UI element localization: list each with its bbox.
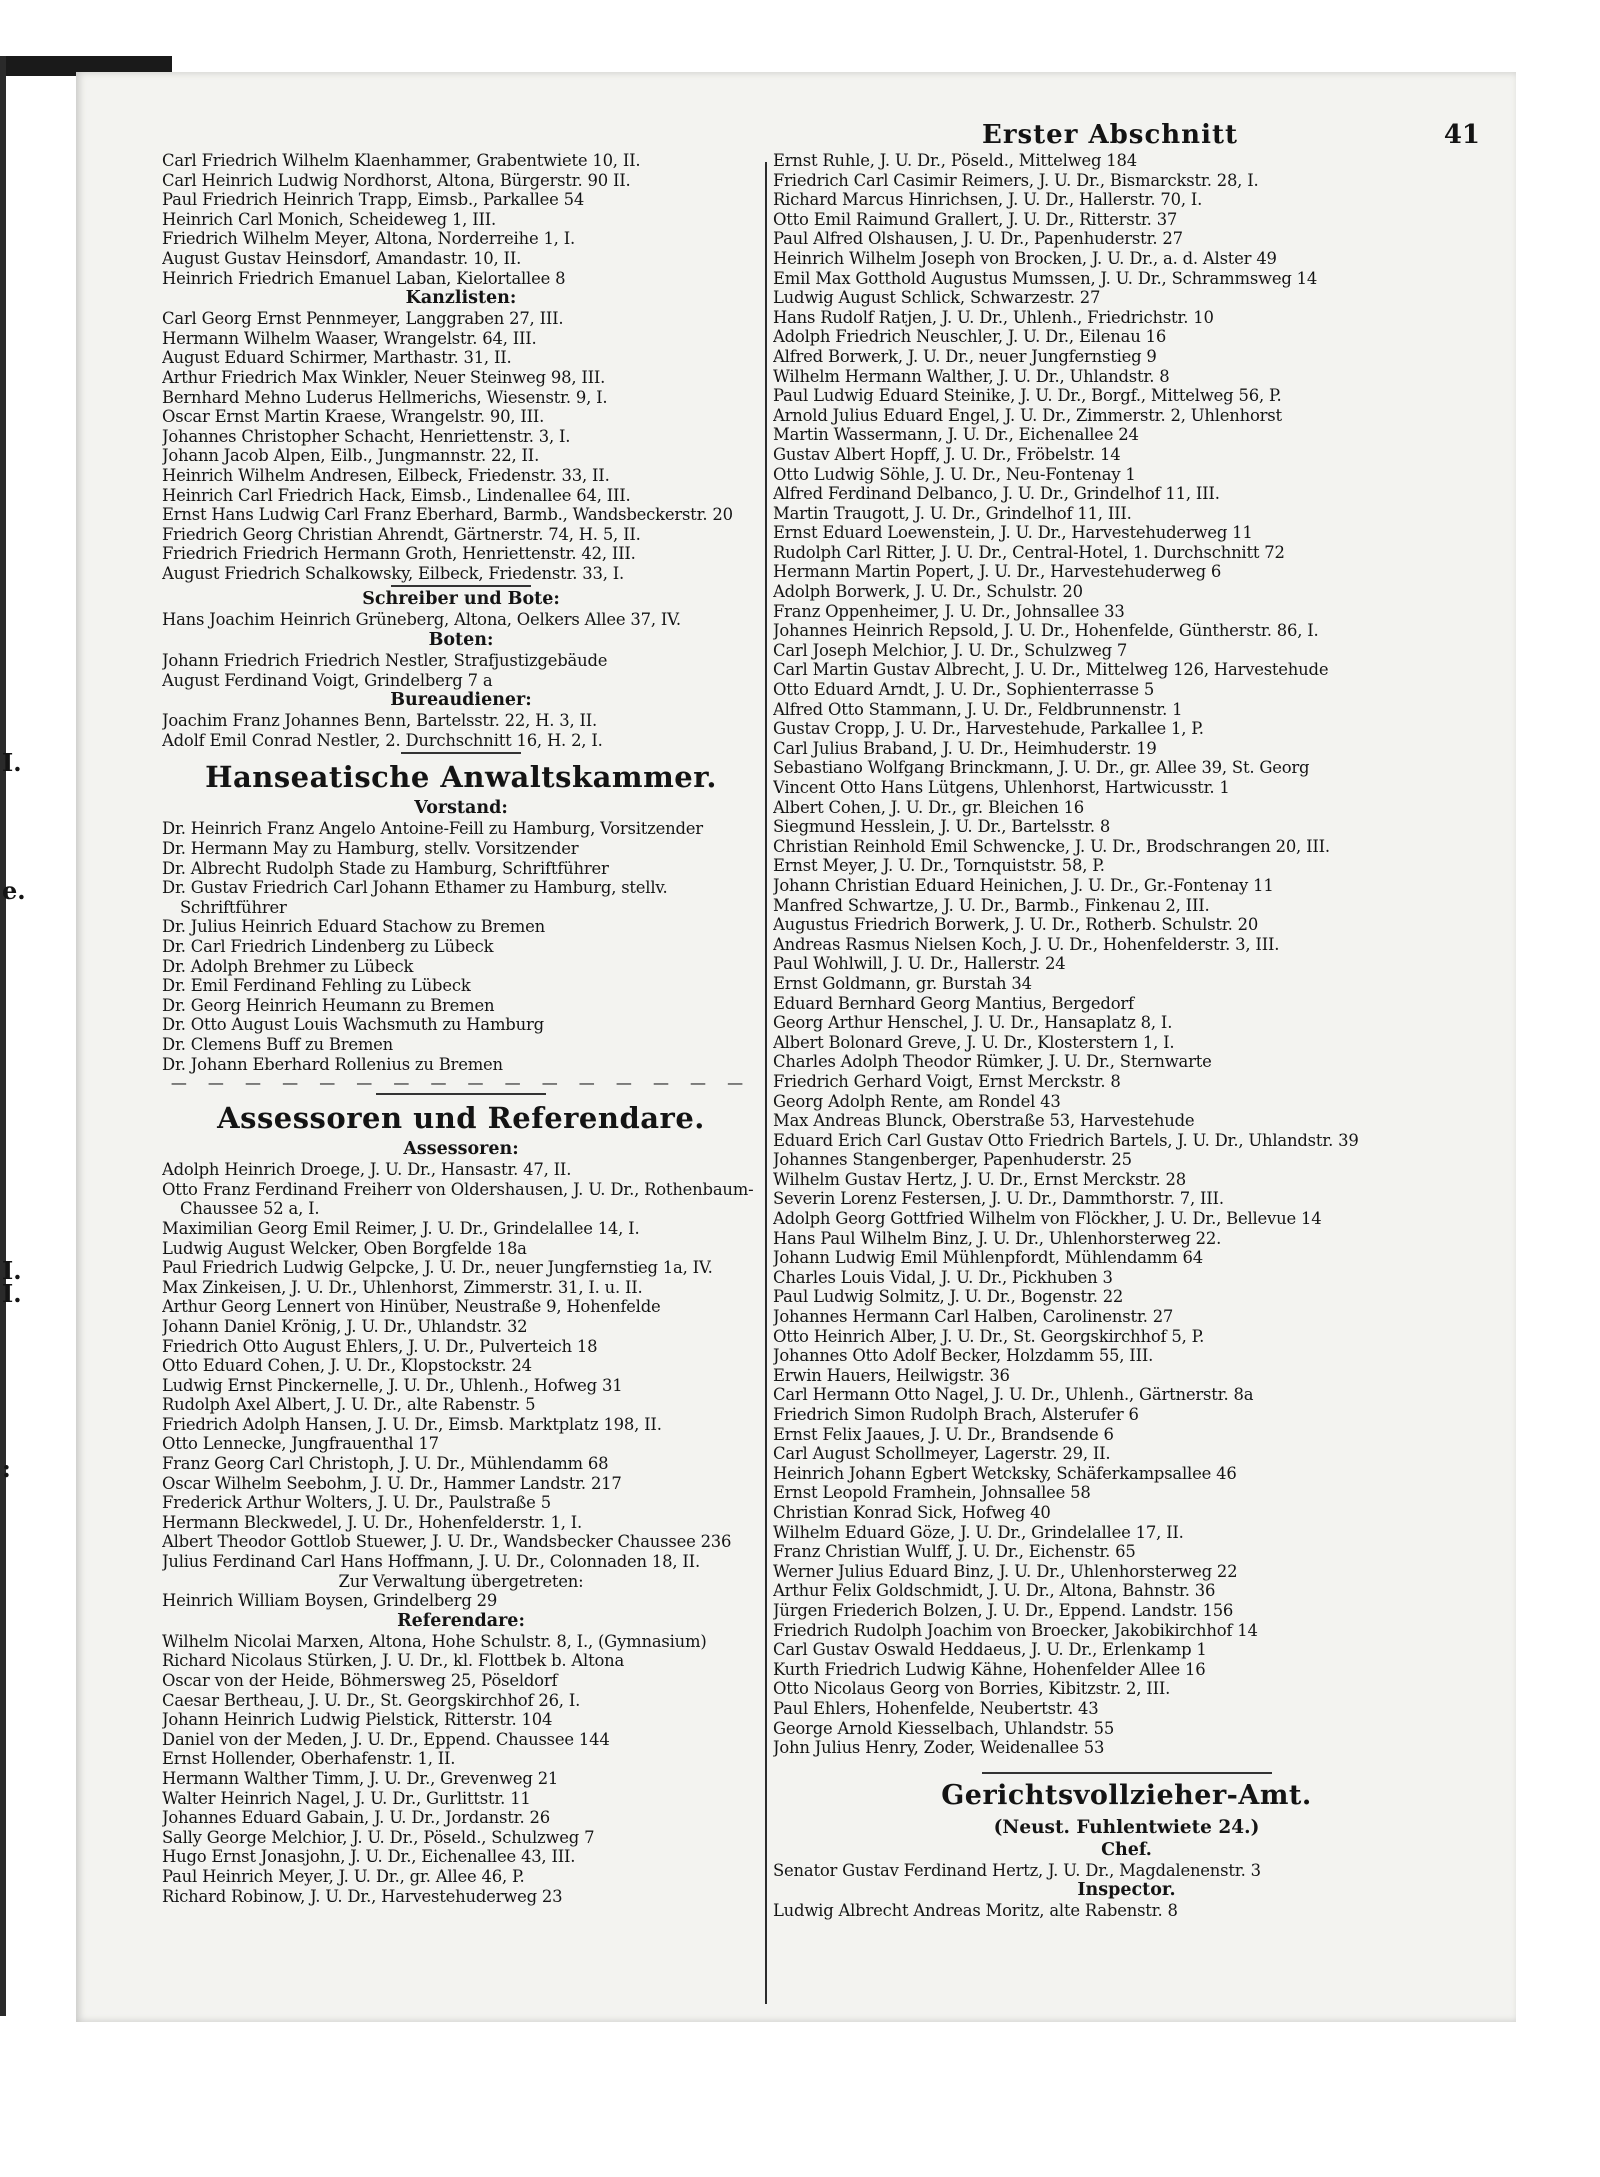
list-item: Friedrich Georg Christian Ahrendt, Gärtnerstr. 74, H. 5, II. [162, 524, 641, 544]
list-item: Paul Friedrich Ludwig Gelpcke, J. U. Dr., neuer Jungfernstieg 1a, IV. [162, 1258, 713, 1278]
list-item: Eduard Bernhard Georg Mantius, Bergedorf [773, 993, 1134, 1013]
list-item: Johann Jacob Alpen, Eilb., Jungmannstr. 22, II. [162, 446, 540, 466]
list-item: Dr. Julius Heinrich Eduard Stachow zu Bremen [162, 917, 545, 937]
list-item: Jürgen Friederich Bolzen, J. U. Dr., Eppend. Landstr. 156 [773, 1600, 1234, 1620]
list-item: Johannes Hermann Carl Halben, Carolinenstr. 27 [773, 1307, 1174, 1327]
list-item: Ernst Ruhle, J. U. Dr., Pöseld., Mittelweg 184 [773, 151, 1137, 170]
list-item: Franz Christian Wulff, J. U. Dr., Eichenstr. 65 [773, 1542, 1136, 1562]
dash-separator: — — — — — — — — — — — — — — — — [170, 1074, 752, 1092]
list-item: Albert Cohen, J. U. Dr., gr. Bleichen 16 [773, 797, 1085, 817]
list-item: Adolph Borwerk, J. U. Dr., Schulstr. 20 [773, 582, 1083, 602]
list-item: Carl Friedrich Wilhelm Klaenhammer, Grabentwiete 10, II. [162, 151, 641, 170]
section-heading-boten: Boten: [428, 630, 494, 651]
list-item: Augustus Friedrich Borwerk, J. U. Dr., Rotherb. Schulstr. 20 [773, 915, 1259, 935]
list-item: Carl Heinrich Ludwig Nordhorst, Altona, Bürgerstr. 90 II. [162, 170, 631, 190]
list-item: Paul Friedrich Heinrich Trapp, Eimsb., Parkallee 54 [162, 190, 585, 210]
list-item: Heinrich Carl Friedrich Hack, Eimsb., Lindenallee 64, III. [162, 485, 631, 505]
list-item: Senator Gustav Ferdinand Hertz, J. U. Dr., Magdalenenstr. 3 [773, 1860, 1261, 1880]
list-item: Carl Gustav Oswald Heddaeus, J. U. Dr., Erlenkamp 1 [773, 1640, 1207, 1660]
list-item: Rudolph Carl Ritter, J. U. Dr., Central-Hotel, 1. Durchschnitt 72 [773, 542, 1285, 562]
list-item: Hermann Bleckwedel, J. U. Dr., Hohenfelderstr. 1, I. [162, 1512, 582, 1532]
list-item: Wilhelm Gustav Hertz, J. U. Dr., Ernst Merckstr. 28 [773, 1169, 1187, 1189]
list-item: Charles Adolph Theodor Rümker, J. U. Dr., Sternwarte [773, 1052, 1212, 1072]
list-item: Ludwig August Welcker, Oben Borgfelde 18a [162, 1238, 527, 1258]
list-item: Carl Julius Braband, J. U. Dr., Heimhuderstr. 19 [773, 738, 1157, 758]
list-item: Heinrich Wilhelm Andresen, Eilbeck, Friedenstr. 33, II. [162, 465, 610, 485]
list-item: Max Zinkeisen, J. U. Dr., Uhlenhorst, Zimmerstr. 31, I. u. II. [162, 1277, 643, 1297]
list-item: John Julius Henry, Zoder, Weidenallee 53 [773, 1738, 1105, 1758]
list-item: Johann Daniel Krönig, J. U. Dr., Uhlandstr. 32 [162, 1316, 528, 1336]
list-item: Bernhard Mehno Luderus Hellmerichs, Wiesenstr. 9, I. [162, 387, 608, 407]
list-item: Wilhelm Nicolai Marxen, Altona, Hohe Schulstr. 8, I., (Gymnasium) [162, 1631, 707, 1651]
list-item: Alfred Ferdinand Delbanco, J. U. Dr., Grindelhof 11, III. [773, 484, 1220, 504]
facing-page-mark: I. [2, 1256, 22, 1285]
list-item: Johannes Otto Adolf Becker, Holzdamm 55, III. [773, 1346, 1154, 1366]
list-item: Dr. Gustav Friedrich Carl Johann Ethamer zu Hamburg, stellv. Schriftführer [162, 878, 668, 917]
list-item: Ernst Eduard Loewenstein, J. U. Dr., Harvestehuderweg 11 [773, 523, 1253, 543]
list-item: Emil Max Gotthold Augustus Mumssen, J. U. Dr., Schrammsweg 14 [773, 268, 1318, 288]
list-item: Werner Julius Eduard Binz, J. U. Dr., Uhlenhorsterweg 22 [773, 1561, 1238, 1581]
list-item: Carl Martin Gustav Albrecht, J. U. Dr., Mittelweg 126, Harvestehude [773, 660, 1329, 680]
list-item: Kurth Friedrich Ludwig Kähne, Hohenfelder Allee 16 [773, 1659, 1206, 1679]
list-item: Johann Christian Eduard Heinichen, J. U. Dr., Gr.-Fontenay 11 [773, 875, 1274, 895]
list-item: August Eduard Schirmer, Marthastr. 31, II. [162, 348, 512, 368]
list-item: Hermann Martin Popert, J. U. Dr., Harvestehuderweg 6 [773, 562, 1222, 582]
facing-page-margin [0, 76, 50, 2016]
list-item: Hans Paul Wilhelm Binz, J. U. Dr., Uhlenhorsterweg 22. [773, 1228, 1222, 1248]
list-item: Friedrich Adolph Hansen, J. U. Dr., Eimsb. Marktplatz 198, II. [162, 1414, 662, 1434]
list-item: Franz Georg Carl Christoph, J. U. Dr., Mühlendamm 68 [162, 1454, 609, 1474]
list-item: Vincent Otto Hans Lütgens, Uhlenhorst, Hartwicusstr. 1 [773, 778, 1230, 797]
list-item: Albert Theodor Gottlob Stuewer, J. U. Dr., Wandsbecker Chaussee 236 [162, 1532, 732, 1552]
list-item: Ernst Felix Jaaues, J. U. Dr., Brandsende 6 [773, 1424, 1114, 1444]
list-item: Otto Nicolaus Georg von Borries, Kibitzstr. 2, III. [773, 1679, 1171, 1699]
section-heading-bureaudiener: Bureaudiener: [390, 690, 532, 711]
list-item: Friedrich Rudolph Joachim von Broecker, Jakobikirchhof 14 [773, 1620, 1258, 1640]
list-item: Heinrich Friedrich Emanuel Laban, Kielortallee 8 [162, 268, 566, 288]
list-item: August Friedrich Schalkowsky, Eilbeck, Friedenstr. 33, I. [162, 563, 625, 583]
list-item: Dr. Adolph Brehmer zu Lübeck [162, 956, 414, 976]
heading-gerichtsvollzieher: Gerichtsvollzieher-Amt. [941, 1779, 1312, 1811]
list-item: Dr. Albrecht Rudolph Stade zu Hamburg, Schriftführer [162, 858, 609, 878]
list-item: Johannes Heinrich Repsold, J. U. Dr., Hohenfelde, Güntherstr. 86, I. [773, 621, 1319, 641]
list-item: Johann Ludwig Emil Mühlenpfordt, Mühlendamm 64 [773, 1248, 1203, 1268]
list-item: Arthur Friedrich Max Winkler, Neuer Steinweg 98, III. [162, 367, 606, 387]
list-item: Joachim Franz Johannes Benn, Bartelsstr. 22, H. 3, II. [162, 711, 598, 731]
list-item: Heinrich Wilhelm Joseph von Brocken, J. U. Dr., a. d. Alster 49 [773, 248, 1277, 268]
list-item: Rudolph Axel Albert, J. U. Dr., alte Rabenstr. 5 [162, 1395, 536, 1415]
list-item: Ludwig August Schlick, Schwarzestr. 27 [773, 288, 1101, 308]
list-item: Wilhelm Eduard Göze, J. U. Dr., Grindelallee 17, II. [773, 1522, 1184, 1542]
list-item: Daniel von der Meden, J. U. Dr., Eppend. Chaussee 144 [162, 1729, 610, 1749]
list-item: Otto Ludwig Söhle, J. U. Dr., Neu-Fontenay 1 [773, 464, 1136, 484]
list-item: Alfred Borwerk, J. U. Dr., neuer Jungfernstieg 9 [773, 346, 1157, 366]
list-item: Paul Heinrich Meyer, J. U. Dr., gr. Allee 46, P. [162, 1866, 525, 1886]
section-heading-kanzlisten: Kanzlisten: [405, 288, 517, 309]
list-item: Paul Alfred Olshausen, J. U. Dr., Papenhuderstr. 27 [773, 229, 1183, 249]
list-item: Otto Lennecke, Jungfrauenthal 17 [162, 1434, 439, 1454]
list-item: Paul Ehlers, Hohenfelde, Neubertstr. 43 [773, 1698, 1099, 1718]
list-item: Ludwig Albrecht Andreas Moritz, alte Rabenstr. 8 [773, 1901, 1178, 1921]
list-item: Johann Friedrich Friedrich Nestler, Strafjustizgebäude [162, 651, 608, 671]
list-item: Dr. Carl Friedrich Lindenberg zu Lübeck [162, 937, 494, 956]
list-item: Martin Wassermann, J. U. Dr., Eichenallee 24 [773, 425, 1139, 445]
list-item: Heinrich Johann Egbert Wetcksky, Schäferkampsallee 46 [773, 1463, 1237, 1483]
list-item: Walter Heinrich Nagel, J. U. Dr., Gurlittstr. 11 [162, 1788, 531, 1808]
list-item: Ernst Goldmann, gr. Burstah 34 [773, 973, 1032, 993]
list-item: Maximilian Georg Emil Reimer, J. U. Dr., Grindelallee 14, I. [162, 1218, 640, 1238]
list-item: Dr. Georg Heinrich Heumann zu Bremen [162, 995, 495, 1015]
list-item: Ernst Leopold Framhein, Johnsallee 58 [773, 1483, 1091, 1503]
facing-page-mark: I. [2, 748, 22, 777]
list-item: Carl Hermann Otto Nagel, J. U. Dr., Uhlenh., Gärtnerstr. 8a [773, 1385, 1254, 1405]
list-item: Dr. Hermann May zu Hamburg, stellv. Vorsitzender [162, 839, 579, 859]
list-item: Charles Louis Vidal, J. U. Dr., Pickhuben 3 [773, 1267, 1113, 1287]
list-item: Friedrich Gerhard Voigt, Ernst Merckstr. 8 [773, 1071, 1121, 1091]
facing-page-mark: e. [2, 876, 26, 905]
list-item: Paul Ludwig Solmitz, J. U. Dr., Bogenstr. 22 [773, 1287, 1124, 1307]
list-item: Frederick Arthur Wolters, J. U. Dr., Paulstraße 5 [162, 1493, 551, 1513]
list-item: August Gustav Heinsdorf, Amandastr. 10, II. [162, 248, 522, 268]
section-heading-vorstand: Vorstand: [414, 798, 508, 819]
gerichtsvollzieher-address: (Neust. Fuhlentwiete 24.) [993, 1816, 1260, 1838]
list-item: Carl Georg Ernst Pennmeyer, Langgraben 27, III. [162, 309, 564, 329]
section-rule [401, 752, 521, 754]
list-item: Dr. Heinrich Franz Angelo Antoine-Feill zu Hamburg, Vorsitzender [162, 819, 703, 839]
list-item: Gustav Cropp, J. U. Dr., Harvestehude, Parkallee 1, P. [773, 719, 1204, 739]
page-number: 41 [1443, 120, 1480, 150]
section-heading-schreiber: Schreiber und Bote: [362, 589, 560, 610]
list-item: Otto Franz Ferdinand Freiherr von Oldershausen, J. U. Dr., Rothenbaum-Chaussee 52 a, I. [162, 1179, 754, 1219]
right-column [773, 151, 1480, 1921]
list-item: Otto Heinrich Alber, J. U. Dr., St. Georgskirchhof 5, P. [773, 1326, 1205, 1346]
list-item: Ernst Meyer, J. U. Dr., Tornquiststr. 58, P. [773, 856, 1105, 876]
list-item: Friedrich Friedrich Hermann Groth, Henriettenstr. 42, III. [162, 544, 636, 564]
list-item: Christian Konrad Sick, Hofweg 40 [773, 1502, 1051, 1522]
list-item: Andreas Rasmus Nielsen Koch, J. U. Dr., Hohenfelderstr. 3, III. [773, 934, 1280, 954]
list-item: Oscar Ernst Martin Kraese, Wrangelstr. 90, III. [162, 407, 545, 427]
list-item: Ernst Hollender, Oberhafenstr. 1, II. [162, 1749, 456, 1769]
list-item: Georg Adolph Rente, am Rondel 43 [773, 1091, 1061, 1111]
list-item: Alfred Otto Stammann, J. U. Dr., Feldbrunnenstr. 1 [773, 699, 1183, 719]
list-item: Friedrich Wilhelm Meyer, Altona, Norderreihe 1, I. [162, 229, 575, 249]
list-item: Oscar Wilhelm Seebohm, J. U. Dr., Hammer Landstr. 217 [162, 1473, 622, 1493]
list-item: Johannes Stangenberger, Papenhuderstr. 25 [773, 1150, 1132, 1170]
document-page [76, 72, 1516, 2022]
list-item: Paul Ludwig Eduard Steinike, J. U. Dr., Borgf., Mittelweg 56, P. [773, 386, 1282, 406]
list-item: Sally George Melchior, J. U. Dr., Pöseld., Schulzweg 7 [162, 1827, 595, 1847]
list-item: Paul Wohlwill, J. U. Dr., Hallerstr. 24 [773, 954, 1066, 974]
list-item: Friedrich Otto August Ehlers, J. U. Dr., Pulverteich 18 [162, 1336, 598, 1356]
list-item: Ludwig Ernst Pinckernelle, J. U. Dr., Uhlenh., Hofweg 31 [162, 1375, 623, 1395]
list-item: Friedrich Simon Rudolph Brach, Alsterufer 6 [773, 1405, 1139, 1424]
section-rule [391, 585, 531, 587]
list-item: August Ferdinand Voigt, Grindelberg 7 a [162, 670, 493, 690]
list-item: Julius Ferdinand Carl Hans Hoffmann, J. U. Dr., Colonnaden 18, II. [162, 1552, 700, 1572]
list-item: Heinrich Carl Monich, Scheideweg 1, III. [162, 209, 497, 229]
list-item: Johannes Christopher Schacht, Henriettenstr. 3, I. [162, 426, 571, 446]
list-item: Hans Joachim Heinrich Grüneberg, Altona, Oelkers Allee 37, IV. [162, 610, 681, 630]
list-item: George Arnold Kiesselbach, Uhlandstr. 55 [773, 1718, 1115, 1738]
list-item: Hans Rudolf Ratjen, J. U. Dr., Uhlenh., Friedrichstr. 10 [773, 307, 1214, 327]
section-rule [982, 1772, 1272, 1774]
list-item: Wilhelm Hermann Walther, J. U. Dr., Uhlandstr. 8 [773, 366, 1170, 386]
list-item: Oscar von der Heide, Böhmersweg 25, Pöseldorf [162, 1671, 558, 1690]
list-item: Hugo Ernst Jonasjohn, J. U. Dr., Eichenallee 43, III. [162, 1847, 576, 1867]
list-item: Siegmund Hesslein, J. U. Dr., Bartelsstr. 8 [773, 817, 1111, 837]
list-item: Heinrich William Boysen, Grindelberg 29 [162, 1591, 498, 1611]
list-item: Georg Arthur Henschel, J. U. Dr., Hansaplatz 8, I. [773, 1013, 1173, 1033]
section-heading-chef: Chef. [1101, 1839, 1152, 1860]
list-item: Dr. Johann Eberhard Rollenius zu Bremen [162, 1054, 503, 1074]
list-item: Carl August Schollmeyer, Lagerstr. 29, II. [773, 1444, 1111, 1464]
section-title: Erster Abschnitt [982, 120, 1238, 150]
list-item: Johann Heinrich Ludwig Pielstick, Ritterstr. 104 [162, 1710, 553, 1730]
list-item: Martin Traugott, J. U. Dr., Grindelhof 11, III. [773, 503, 1132, 523]
list-item: Christian Reinhold Emil Schwencke, J. U. Dr., Brodschrangen 20, III. [773, 836, 1330, 856]
list-item: Albert Bolonard Greve, J. U. Dr., Klosterstern 1, I. [773, 1032, 1175, 1052]
list-item: Severin Lorenz Festersen, J. U. Dr., Dammthorstr. 7, III. [773, 1189, 1224, 1209]
section-heading-referendare: Referendare: [397, 1610, 525, 1631]
list-item: Dr. Clemens Buff zu Bremen [162, 1034, 394, 1054]
list-item: Arnold Julius Eduard Engel, J. U. Dr., Zimmerstr. 2, Uhlenhorst [773, 405, 1282, 425]
list-item: Otto Eduard Cohen, J. U. Dr., Klopstockstr. 24 [162, 1356, 532, 1376]
list-item: Adolf Emil Conrad Nestler, 2. Durchschnitt 16, H. 2, I. [162, 730, 603, 750]
list-item: Dr. Emil Ferdinand Fehling zu Lübeck [162, 976, 471, 996]
list-item: Caesar Bertheau, J. U. Dr., St. Georgskirchhof 26, I. [162, 1690, 581, 1710]
left-column [162, 151, 760, 1906]
list-item: Gustav Albert Hopff, J. U. Dr., Fröbelstr. 14 [773, 444, 1121, 464]
heading-anwaltskammer: Hanseatische Anwaltskammer. [205, 760, 717, 795]
list-item: Franz Oppenheimer, J. U. Dr., Johnsallee 33 [773, 601, 1125, 621]
list-item: Sebastiano Wolfgang Brinckmann, J. U. Dr., gr. Allee 39, St. Georg [773, 758, 1310, 778]
list-item: Max Andreas Blunck, Oberstraße 53, Harvestehude [773, 1111, 1195, 1131]
list-item: Otto Emil Raimund Grallert, J. U. Dr., Ritterstr. 37 [773, 209, 1178, 229]
list-item: Richard Nicolaus Stürken, J. U. Dr., kl. Flottbek b. Altona [162, 1651, 625, 1671]
list-item: Johannes Eduard Gabain, J. U. Dr., Jordanstr. 26 [162, 1808, 550, 1828]
section-heading-verwaltung: Zur Verwaltung übergetreten: [338, 1571, 584, 1591]
list-item: Adolph Heinrich Droege, J. U. Dr., Hansastr. 47, II. [162, 1160, 572, 1180]
facing-page-mark: : [2, 1454, 11, 1483]
facing-page-mark: I. [2, 1279, 22, 1308]
list-item: Otto Eduard Arndt, J. U. Dr., Sophienterrasse 5 [773, 680, 1155, 700]
section-rule [376, 1093, 546, 1095]
list-item: Richard Marcus Hinrichsen, J. U. Dr., Hallerstr. 70, I. [773, 190, 1203, 210]
list-item: Ernst Hans Ludwig Carl Franz Eberhard, Barmb., Wandsbeckerstr. 20 [162, 505, 733, 525]
list-item: Friedrich Carl Casimir Reimers, J. U. Dr., Bismarckstr. 28, I. [773, 170, 1259, 190]
list-item: Carl Joseph Melchior, J. U. Dr., Schulzweg 7 [773, 640, 1128, 660]
list-item: Hermann Walther Timm, J. U. Dr., Grevenweg 21 [162, 1768, 559, 1788]
column-divider [765, 162, 767, 2004]
list-item: Erwin Hauers, Heilwigstr. 36 [773, 1365, 1010, 1385]
heading-assessoren-referendare: Assessoren und Referendare. [217, 1101, 705, 1136]
list-item: Adolph Georg Gottfried Wilhelm von Flöckher, J. U. Dr., Bellevue 14 [773, 1209, 1322, 1229]
section-heading-assessoren: Assessoren: [403, 1139, 519, 1160]
list-item: Hermann Wilhelm Waaser, Wrangelstr. 64, III. [162, 328, 537, 348]
list-item: Arthur Felix Goldschmidt, J. U. Dr., Altona, Bahnstr. 36 [773, 1581, 1216, 1601]
list-item: Manfred Schwartze, J. U. Dr., Barmb., Finkenau 2, III. [773, 895, 1210, 915]
list-item: Adolph Friedrich Neuschler, J. U. Dr., Eilenau 16 [773, 327, 1167, 347]
list-item: Arthur Georg Lennert von Hinüber, Neustraße 9, Hohenfelde [162, 1297, 661, 1317]
list-item: Eduard Erich Carl Gustav Otto Friedrich Bartels, J. U. Dr., Uhlandstr. 39 [773, 1130, 1359, 1150]
list-item: Dr. Otto August Louis Wachsmuth zu Hamburg [162, 1015, 544, 1035]
list-item: Richard Robinow, J. U. Dr., Harvestehuderweg 23 [162, 1886, 563, 1906]
section-heading-inspector: Inspector. [1077, 1880, 1176, 1901]
